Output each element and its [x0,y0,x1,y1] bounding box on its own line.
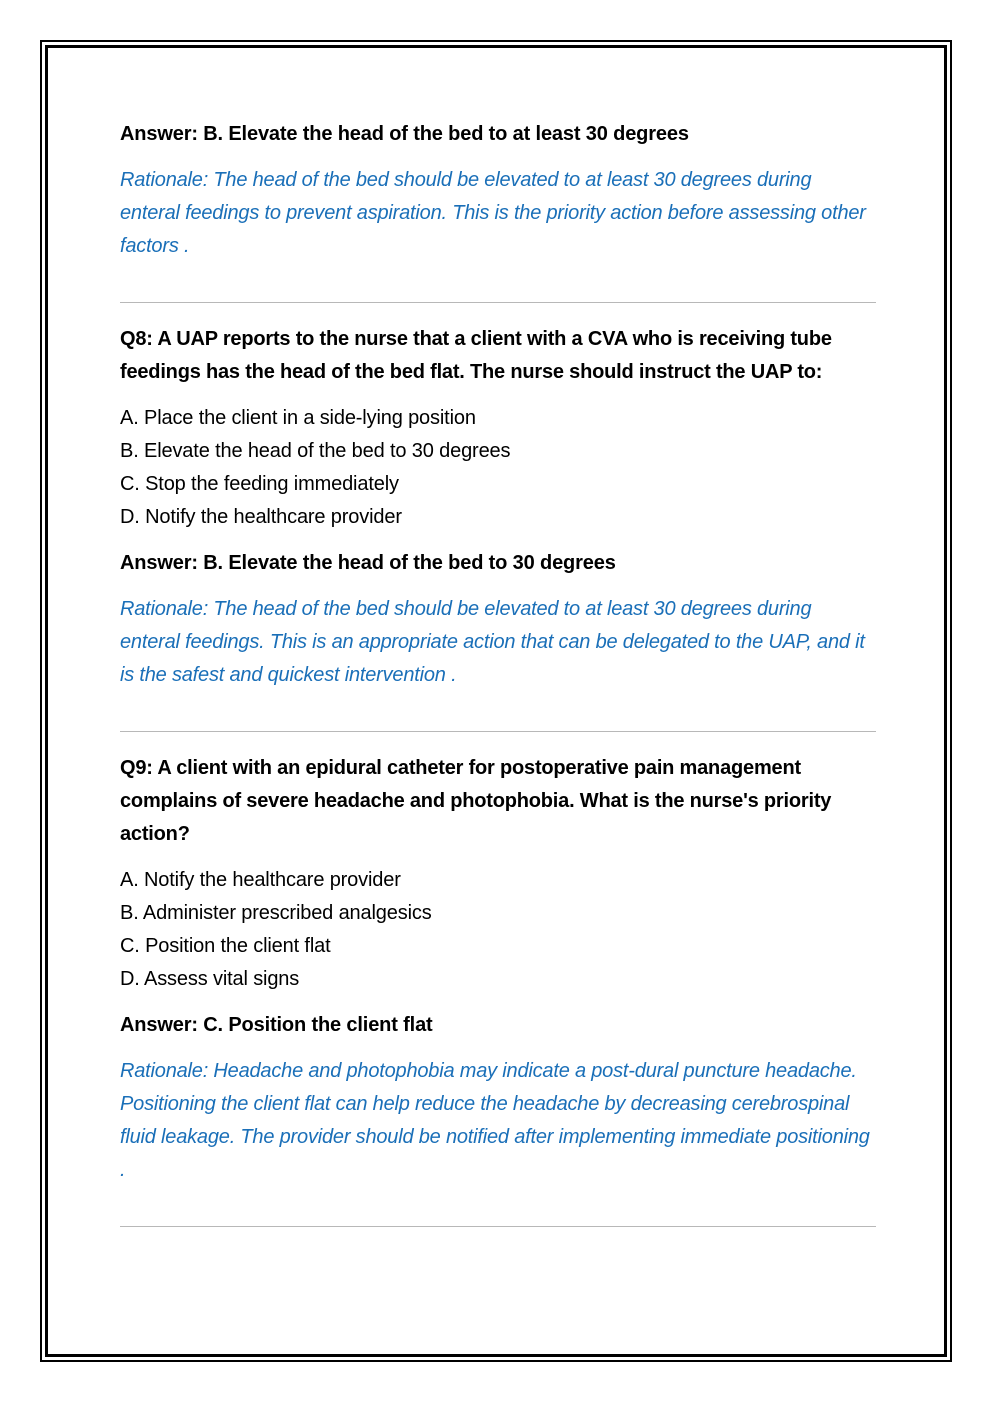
q9-options [120,864,876,996]
q8-section [120,323,876,692]
section-divider [120,731,876,732]
q8-option-c: C. Stop the feeding immediately [120,473,399,495]
q9-section [120,752,876,1187]
document-content [120,118,876,1247]
q9-option-a: A. Notify the healthcare provider [120,869,401,891]
q7-answer-section [120,118,876,263]
q7-answer: Answer: B. Elevate the head of the bed to at least 30 degrees [120,123,689,145]
q8-options [120,402,876,534]
q8-rationale: Rationale: The head of the bed should be elevated to at least 30 degrees during enteral feedings. This is an appropriate action that can be delegated to the UAP, and it is the safest and quickest intervention . [120,598,865,686]
section-divider [120,302,876,303]
q8-question: Q8: A UAP reports to the nurse that a client with a CVA who is receiving tube feedings has the head of the bed flat. The nurse should instruct the UAP to: [120,328,832,383]
q9-question: Q9: A client with an epidural catheter for postoperative pain management complains of severe headache and photophobia. What is the nurse's priority action? [120,757,832,845]
q9-answer: Answer: C. Position the client flat [120,1014,433,1036]
q9-option-c: C. Position the client flat [120,935,331,957]
q8-answer: Answer: B. Elevate the head of the bed to 30 degrees [120,552,616,574]
q8-option-b: B. Elevate the head of the bed to 30 degrees [120,440,511,462]
q7-rationale: Rationale: The head of the bed should be elevated to at least 30 degrees during enteral feedings to prevent aspiration. This is the priority action before assessing other factors . [120,169,866,257]
q9-option-b: B. Administer prescribed analgesics [120,902,432,924]
q8-option-d: D. Notify the healthcare provider [120,506,402,528]
q8-option-a: A. Place the client in a side-lying position [120,407,476,429]
q9-option-d: D. Assess vital signs [120,968,300,990]
section-divider [120,1226,876,1227]
q9-rationale: Rationale: Headache and photophobia may indicate a post-dural puncture headache. Positioning the client flat can help reduce the headache by decreasing cerebrospinal fluid leakage. The provider should be notified after implementing immediate positioning . [120,1060,870,1181]
